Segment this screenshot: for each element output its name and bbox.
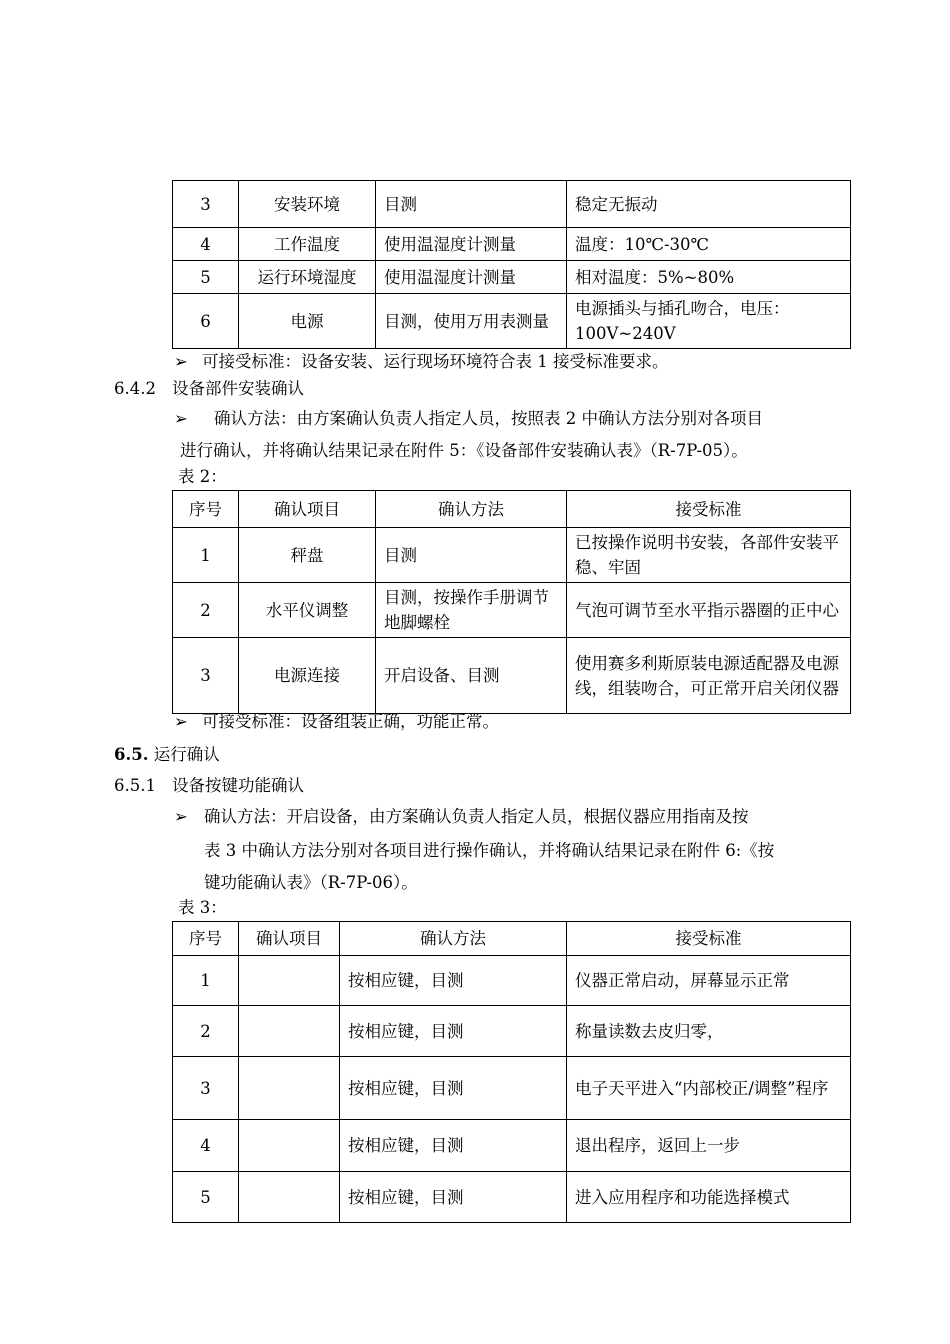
table-cell: 开启设备、目测 — [376, 638, 567, 714]
table-cell: 使用赛多利斯原装电源适配器及电源线，组装吻合，可正常开启关闭仪器 — [567, 638, 851, 714]
table-cell: 按相应键，目测 — [340, 1120, 567, 1172]
table-cell: 温度：10℃-30℃ — [567, 228, 851, 261]
section-title: 运行确认 — [153, 745, 220, 764]
table-cell: 电源插头与插孔吻合，电压：100V~240V — [567, 294, 851, 349]
table-cell — [239, 1120, 340, 1172]
table-cell: 秤盘 — [239, 528, 376, 583]
table-cell: 1 — [173, 956, 239, 1006]
table-cell: 气泡可调节至水平指示器圈的正中心 — [567, 583, 851, 638]
table-cell: 电子天平进入“内部校正/调整”程序 — [567, 1057, 851, 1120]
table-cell — [239, 956, 340, 1006]
table-cell: 5 — [173, 1172, 239, 1223]
env-table — [172, 180, 851, 349]
table-header-row — [173, 491, 851, 528]
arrow-bullet-icon: ➢ — [174, 712, 188, 731]
table-cell: 进入应用程序和功能选择模式 — [567, 1172, 851, 1223]
bullet-text: 确认方法：开启设备，由方案确认负责人指定人员，根据仪器应用指南及按 — [204, 807, 749, 826]
table-cell: 1 — [173, 528, 239, 583]
table-cell: 电源连接 — [239, 638, 376, 714]
table-cell: 稳定无振动 — [567, 181, 851, 228]
table-cell: 目测，按操作手册调节地脚螺栓 — [376, 583, 567, 638]
table-cell: 2 — [173, 583, 239, 638]
table-cell: 目测，使用万用表测量 — [376, 294, 567, 349]
table-row — [173, 583, 851, 638]
section-number: 6.5. — [114, 745, 149, 764]
column-header: 接受标准 — [567, 491, 851, 528]
column-header: 序号 — [173, 491, 239, 528]
table-row — [173, 294, 851, 349]
column-header: 确认项目 — [239, 922, 340, 956]
column-header: 确认方法 — [340, 922, 567, 956]
table-cell — [239, 1057, 340, 1120]
table-row — [173, 1120, 851, 1172]
method-bullet — [174, 406, 763, 432]
table-cell: 目测 — [376, 528, 567, 583]
table-cell: 相对温度：5%~80% — [567, 261, 851, 294]
table-cell: 4 — [173, 1120, 239, 1172]
table-cell: 5 — [173, 261, 239, 294]
table-cell: 按相应键，目测 — [340, 1172, 567, 1223]
table-cell: 电源 — [239, 294, 376, 349]
table-cell — [239, 1172, 340, 1223]
table-cell: 3 — [173, 1057, 239, 1120]
column-header: 接受标准 — [567, 922, 851, 956]
bullet-text: 可接受标准：设备组装正确，功能正常。 — [202, 712, 499, 731]
section-title: 设备按键功能确认 — [172, 776, 304, 795]
bullet-continuation: 表 3 中确认方法分别对各项目进行操作确认，并将确认结果记录在附件 6:《按 — [204, 841, 775, 860]
table-row — [173, 638, 851, 714]
bullet-continuation: 键功能确认表》（R-7P-06）。 — [204, 873, 418, 892]
table-cell: 2 — [173, 1006, 239, 1057]
table-caption: 表 3： — [178, 898, 227, 917]
table-cell: 工作温度 — [239, 228, 376, 261]
table-cell: 称量读数去皮归零， — [567, 1006, 851, 1057]
table-cell: 仪器正常启动，屏幕显示正常 — [567, 956, 851, 1006]
parts-table — [172, 490, 851, 714]
section-heading — [114, 773, 304, 799]
table-caption: 表 2： — [178, 467, 227, 486]
table-row — [173, 956, 851, 1006]
table-row — [173, 181, 851, 228]
table-cell: 水平仪调整 — [239, 583, 376, 638]
section-number: 6.5.1 — [114, 776, 156, 795]
table-cell: 3 — [173, 181, 239, 228]
table-row — [173, 1172, 851, 1223]
bullet-continuation: 进行确认，并将确认结果记录在附件 5：《设备部件安装确认表》（R-7P-05）。 — [180, 441, 748, 460]
section-title: 设备部件安装确认 — [172, 379, 304, 398]
table-row — [173, 261, 851, 294]
table-row — [173, 228, 851, 261]
column-header: 确认项目 — [239, 491, 376, 528]
table-row — [173, 528, 851, 583]
table-cell: 安装环境 — [239, 181, 376, 228]
arrow-bullet-icon: ➢ — [174, 409, 188, 428]
table-cell: 3 — [173, 638, 239, 714]
arrow-bullet-icon: ➢ — [174, 807, 188, 826]
table-cell: 4 — [173, 228, 239, 261]
table-header-row — [173, 922, 851, 956]
section-number: 6.4.2 — [114, 379, 156, 398]
table-row — [173, 1057, 851, 1120]
acceptance-bullet — [174, 349, 669, 375]
method-bullet — [174, 804, 749, 830]
section-heading — [114, 742, 220, 768]
table-cell: 运行环境湿度 — [239, 261, 376, 294]
table-cell: 退出程序，返回上一步 — [567, 1120, 851, 1172]
table-row — [173, 1006, 851, 1057]
table-cell — [239, 1006, 340, 1057]
table-cell: 6 — [173, 294, 239, 349]
table-cell: 目测 — [376, 181, 567, 228]
bullet-text: 可接受标准：设备安装、运行现场环境符合表 1 接受标准要求。 — [202, 352, 669, 371]
table-cell: 按相应键，目测 — [340, 1057, 567, 1120]
column-header: 序号 — [173, 922, 239, 956]
column-header: 确认方法 — [376, 491, 567, 528]
table-cell: 已按操作说明书安装，各部件安装平稳、牢固 — [567, 528, 851, 583]
arrow-bullet-icon: ➢ — [174, 352, 188, 371]
section-heading — [114, 376, 304, 402]
table-cell: 使用温湿度计测量 — [376, 261, 567, 294]
acceptance-bullet — [174, 709, 499, 735]
key-function-table — [172, 921, 851, 1223]
table-cell: 按相应键，目测 — [340, 1006, 567, 1057]
table-cell: 使用温湿度计测量 — [376, 228, 567, 261]
table-cell: 按相应键，目测 — [340, 956, 567, 1006]
bullet-text: 确认方法：由方案确认负责人指定人员，按照表 2 中确认方法分别对各项目 — [214, 409, 763, 428]
